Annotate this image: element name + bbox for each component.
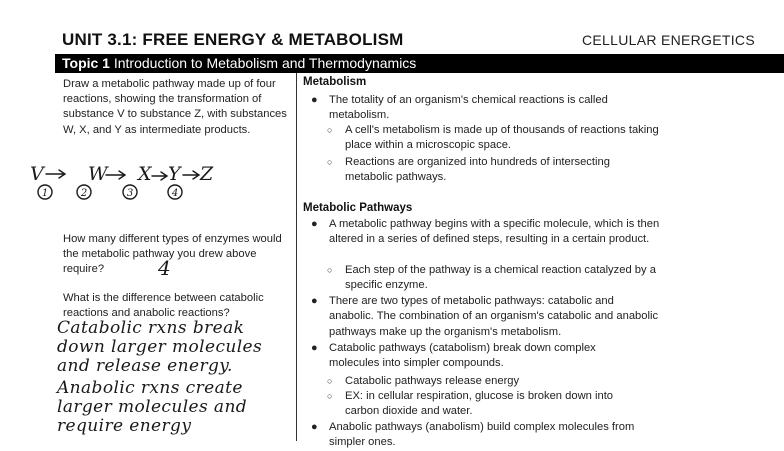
substance-x: X: [138, 163, 152, 185]
question-catabolic-anabolic: What is the difference between catabolic reactions and anabolic reactions?: [63, 292, 264, 320]
list-item: ● Anabolic pathways (anabolism) build complex molecules from simpler ones.: [311, 421, 635, 449]
arrow-icon: [106, 171, 125, 179]
filled-bullet-icon: ●: [311, 342, 318, 354]
arrow-icon: [183, 171, 199, 179]
topic-title: Introduction to Metabolism and Thermodynamics: [113, 55, 417, 71]
substance-y: Y: [168, 163, 181, 185]
list-item: ● Catabolic pathways (catabolism) break down complex molecules into simpler compounds.: [311, 342, 596, 370]
hollow-bullet-icon: ○: [327, 391, 333, 401]
answer-enzyme-count: 4: [158, 256, 172, 280]
arrow-icon: [46, 170, 65, 178]
reaction-3-label: 3: [126, 188, 134, 199]
handwritten-pathway: [28, 160, 228, 202]
hollow-bullet-icon: ○: [327, 376, 333, 386]
section-title: CELLULAR ENERGETICS: [582, 32, 755, 48]
topic-label: Topic 1: [62, 55, 110, 71]
list-item: ○ EX: in cellular respiration, glucose is broken down into carbon dioxide and water.: [327, 390, 614, 418]
substance-v: V: [30, 163, 44, 185]
metabolic-pathways-heading: Metabolic Pathways: [303, 202, 413, 214]
question-draw-pathway: Draw a metabolic pathway made up of four reactions, showing the transformation of substance V to substance Z, with substances W, X, and Y as intermediate products.: [63, 78, 287, 136]
filled-bullet-icon: ●: [311, 94, 318, 106]
list-item: ○ A cell's metabolism is made up of thousands of reactions taking place within a microscopic space.: [327, 124, 659, 152]
unit-title: UNIT 3.1: FREE ENERGY & METABOLISM: [62, 30, 404, 49]
arrow-icon: [152, 172, 167, 180]
substance-w: W: [88, 163, 108, 185]
filled-bullet-icon: ●: [311, 295, 318, 307]
reaction-2-label: 2: [80, 188, 88, 199]
list-item: ○ Catabolic pathways release energy: [327, 374, 665, 389]
list-item: ● The totality of an organism's chemical reactions is called metabolism.: [311, 94, 608, 122]
filled-bullet-icon: ●: [311, 218, 318, 230]
list-item: ● A metabolic pathway begins with a specific molecule, which is then altered in a series of defined steps, resulting in a certain product.: [311, 218, 660, 246]
filled-bullet-icon: ●: [311, 421, 318, 433]
answer-catabolic: Catabolic rxns break down larger molecules and release energy.: [57, 318, 263, 376]
hollow-bullet-icon: ○: [327, 157, 333, 167]
topic-heading: [62, 55, 416, 71]
list-item: ○ Each step of the pathway is a chemical reaction catalyzed by a specific enzyme.: [327, 264, 656, 292]
metabolism-heading: Metabolism: [303, 76, 367, 88]
question-enzyme-count: How many different types of enzymes would the metabolic pathway you drew above require?: [63, 233, 282, 276]
hollow-bullet-icon: ○: [327, 265, 333, 275]
reaction-4-label: 4: [171, 188, 179, 199]
answer-anabolic: Anabolic rxns create larger molecules and require energy: [57, 378, 248, 436]
list-item: ● There are two types of metabolic pathways: catabolic and anabolic. The combination of an organism's catabolic and anabolic pathways make up the organism's metabolism.: [311, 295, 659, 338]
hollow-bullet-icon: ○: [327, 125, 333, 135]
list-item: ○ Reactions are organized into hundreds of intersecting metabolic pathways.: [327, 156, 610, 184]
substance-z: Z: [200, 163, 214, 185]
reaction-1-label: 1: [41, 188, 49, 199]
